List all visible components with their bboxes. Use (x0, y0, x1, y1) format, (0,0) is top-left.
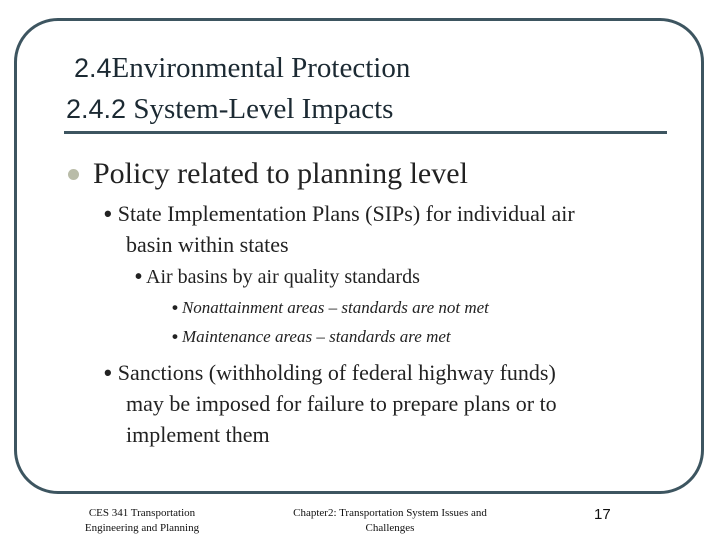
bullet-marker-icon: • (172, 298, 178, 317)
footer-course-line-1: CES 341 Transportation (88, 507, 196, 519)
bullet-text-cont: basin within states (126, 232, 289, 257)
section-title: Environmental Protection (111, 52, 411, 84)
bullet-text-cont: implement them (126, 422, 270, 447)
bullet-level-1: Policy related to planning level (93, 157, 468, 190)
bullet-text: Air basins by air quality standards (146, 266, 420, 288)
footer-chapter (272, 506, 508, 536)
title-divider (64, 131, 667, 134)
bullet-marker-icon: • (104, 360, 112, 385)
footer-chapter-line-1: Chapter2: Transportation System Issues and (293, 507, 487, 519)
bullet-text-cont: may be imposed for failure to prepare plans or to (126, 391, 557, 416)
bullet-text: Nonattainment areas – standards are not met (181, 298, 489, 317)
subsection-number: 2.4.2 (66, 94, 127, 124)
slide-title-line-1 (74, 52, 410, 85)
bullet-marker-icon: • (104, 201, 112, 226)
footer-course-line-2: Engineering and Planning (84, 522, 200, 534)
bullet-dot-icon (68, 169, 79, 180)
footer-chapter-line-2: Challenges (365, 522, 415, 534)
page-number: 17 (594, 506, 611, 523)
slide-title-line-2 (66, 93, 393, 126)
subsection-title: System-Level Impacts (126, 93, 394, 125)
section-number: 2.4 (74, 53, 112, 83)
bullet-marker-icon: • (135, 266, 143, 288)
bullet-marker-icon: • (172, 327, 178, 346)
bullet-text: State Implementation Plans (SIPs) for individual air (117, 201, 575, 226)
bullet-level-2-sips (104, 198, 575, 260)
bullet-level-2-sanctions (104, 357, 557, 450)
bullet-level-3 (135, 266, 420, 289)
bullet-text: Maintenance areas – standards are met (181, 327, 451, 346)
footer-course (72, 506, 212, 536)
bullet-level-4-maintenance (172, 327, 451, 347)
bullet-level-4-nonattainment (172, 298, 489, 318)
bullet-text: Sanctions (withholding of federal highway funds) (117, 360, 556, 385)
